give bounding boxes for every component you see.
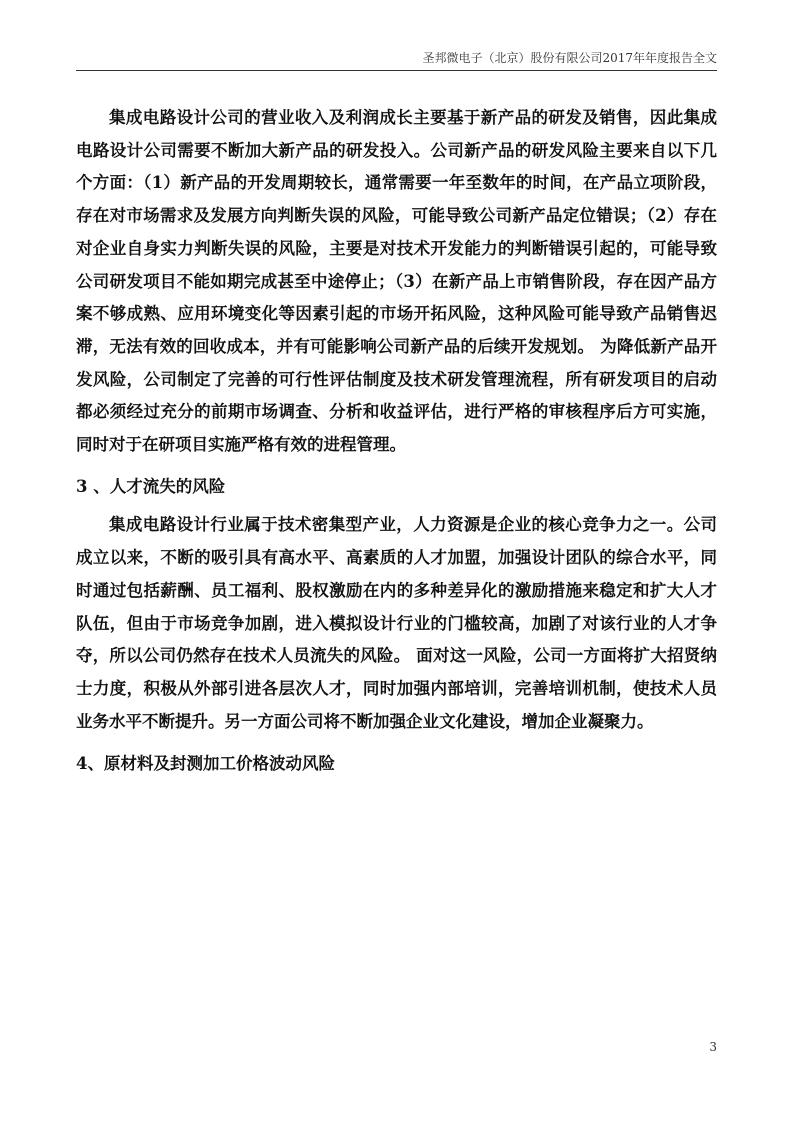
section-heading-talent-loss: 3 、人才流失的风险 [76,476,226,496]
report-title: 圣邦微电子（北京）股份有限公司2017年年度报告全文 [422,51,717,65]
page-number: 3 [709,1040,717,1054]
document-body [76,102,717,787]
paragraph-talent-loss-risk: 集成电路设计行业属于技术密集型产业，人力资源是企业的核心竞争力之一。公司成立以来，不断的吸引具有高水平、高素质的人才加盟，加强设计团队的综合水平，同时通过包括薪酬、员工福利、股权激励在内的多种差异化的激励措施来稳定和扩大人才队伍，但由于市场竞争加剧，进入模拟设计行业的门槛较高，加剧了对该行业的人才争夺，所以公司仍然存在技术人员流失的风险。 面对这一风险，公司一方面将扩大招贤纳士力度，积极从外部引进各层次人才，同时加强内部培训，完善培训机制，使技术人员业务水平不断提升。另一方面公司将不断加强企业文化建设，增加企业凝聚力。 [76,515,717,731]
section-heading-material-price: 4、原材料及封测加工价格波动风险 [76,754,335,774]
page-header [76,50,717,71]
paragraph-new-product-risk: 集成电路设计公司的营业收入及利润成长主要基于新产品的研发及销售，因此集成电路设计公司需要不断加大新产品的研发投入。公司新产品的研发风险主要来自以下几个方面：（1）新产品的开发周期较长，通常需要一年至数年的时间，在产品立项阶段，存在对市场需求及发展方向判断失误的风险，可能导致公司新产品定位错误；（2）存在对企业自身实力判断失误的风险，主要是对技术开发能力的判断错误引起的，可能导致公司研发项目不能如期完成甚至中途停止；（3）在新产品上市销售阶段，存在因产品方案不够成熟、应用环境变化等因素引起的市场开拓风险，这种风险可能导致产品销售迟滞，无法有效的回收成本，并有可能影响公司新产品的后续开发规划。 为降低新产品开发风险，公司制定了完善的可行性评估制度及技术研发管理流程，所有研发项目的启动都必须经过充分的前期市场调查、分析和收益评估，进行严格的审核程序后方可实施，同时对于在研项目实施严格有效的进程管理。 [76,108,717,455]
